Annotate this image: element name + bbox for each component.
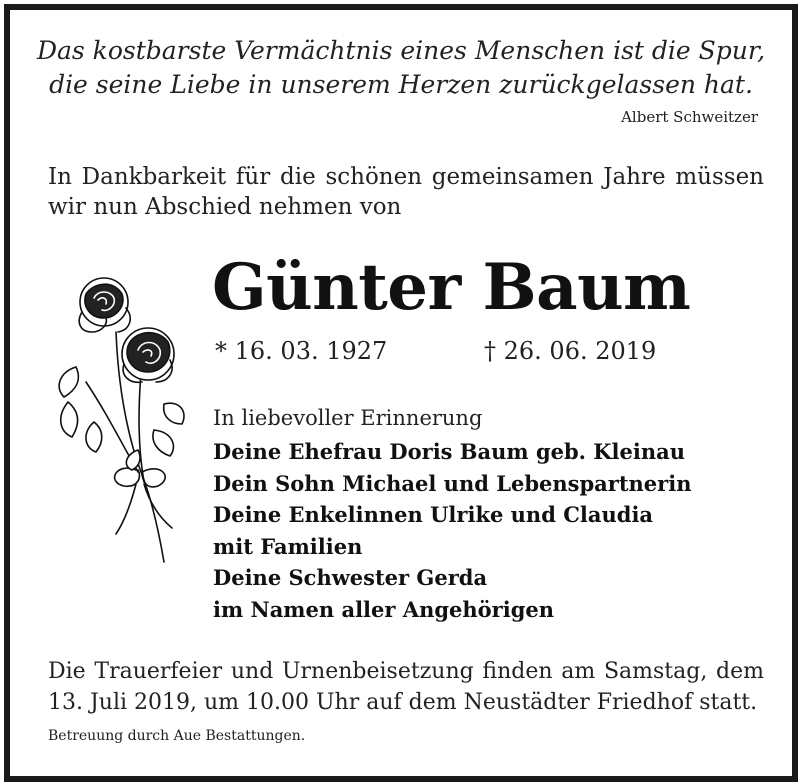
- mourner-line: Dein Sohn Michael und Lebenspartnerin: [213, 470, 692, 496]
- mourner-line: Deine Ehefrau Doris Baum geb. Kleinau: [213, 439, 686, 464]
- quote: [10, 34, 792, 102]
- quote-line-1: Das kostbarste Vermächtnis eines Menschen ist die Spur,: [36, 36, 766, 65]
- mourner-line: Deine Schwester Gerda: [213, 565, 488, 591]
- birth-date: * 16. 03. 1927: [215, 337, 388, 365]
- mourners-list: [213, 436, 691, 626]
- funeral-home-note: Betreuung durch Aue Bestattungen.: [48, 728, 306, 744]
- death-date: † 26. 06. 2019: [484, 337, 657, 365]
- deceased-name: Günter Baum: [212, 250, 691, 325]
- intro-text: In Dankbarkeit für die schönen gemeinsamen Jahre müssen wir nun Abschied nehmen von: [48, 164, 764, 220]
- roses-illustration: [46, 272, 196, 572]
- mourner-line: im Namen aller Angehörigen: [213, 596, 555, 622]
- mourners-intro: In liebevoller Erinnerung: [213, 406, 483, 430]
- quote-author: Albert Schweitzer: [621, 108, 758, 126]
- obituary-border: [4, 4, 798, 782]
- mourner-line: Deine Enkelinnen Ulrike und Claudia: [213, 502, 654, 528]
- obituary-content: [10, 10, 792, 776]
- ceremony-info: Die Trauerfeier und Urnenbeisetzung finden am Samstag, dem 13. Juli 2019, um 10.00 Uhr auf dem Neustädter Friedhof statt.: [48, 659, 764, 715]
- mourner-line: mit Familien: [213, 533, 363, 559]
- quote-line-2: die seine Liebe in unserem Herzen zurückgelassen hat.: [49, 70, 753, 99]
